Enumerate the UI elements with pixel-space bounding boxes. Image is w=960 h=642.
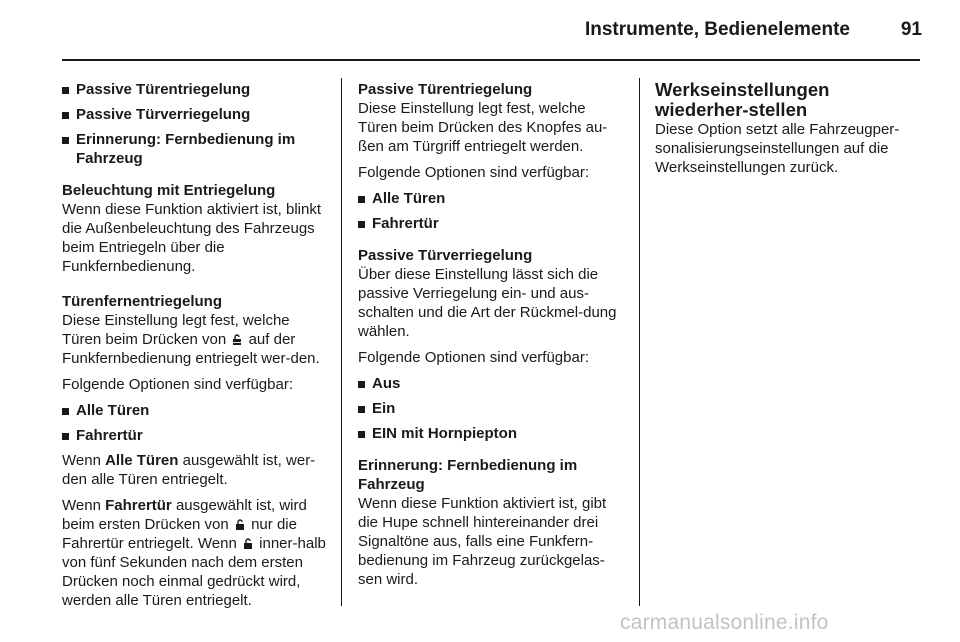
column-3 xyxy=(655,80,923,184)
section-heading-erinnerung: Erinnerung: Fernbedienung im Fahrzeug xyxy=(358,457,578,493)
text-segment: inner-halb von fünf Sekunden nach dem ersten Drücken noch einmal gedrückt wird, werden alle Türen entriegelt. xyxy=(62,535,326,609)
list-item: Aus xyxy=(358,374,626,393)
list-item: Fahrertür xyxy=(62,426,328,445)
page-number: 91 xyxy=(900,19,922,40)
options-list xyxy=(62,401,328,445)
options-intro: Folgende Optionen sind verfügbar: xyxy=(62,376,293,393)
list-item: Alle Türen xyxy=(62,401,328,420)
list-item: Ein xyxy=(358,399,626,418)
list-item: Erinnerung: Fernbedienung im Fahrzeug xyxy=(62,130,328,168)
list-item: EIN mit Hornpiepton xyxy=(358,424,626,443)
column-divider-1 xyxy=(341,78,342,606)
option-name: Alle Türen xyxy=(105,452,179,469)
text-segment: Wenn xyxy=(62,452,101,469)
text-segment: Wenn xyxy=(62,497,101,514)
column-divider-2 xyxy=(639,78,640,606)
unlock-icon xyxy=(243,538,253,549)
header-rule xyxy=(62,59,920,61)
section-heading-werkseinstellungen: Werkseinstellungen wiederher-stellen xyxy=(655,79,830,120)
option-name: Fahrertür xyxy=(105,497,172,514)
paragraph-alle-tueren xyxy=(62,451,328,489)
column-2 xyxy=(358,80,626,596)
text-segment: nur die Fahrertür entriegelt. Wenn xyxy=(62,516,297,552)
page-header-title: Instrumente, Bedienelemente xyxy=(584,19,850,40)
feature-bullet-list xyxy=(62,80,328,168)
text-segment: ausgewählt ist, wird beim ersten Drücken von xyxy=(62,497,307,533)
section-heading-beleuchtung: Beleuchtung mit Entriegelung xyxy=(62,182,276,199)
column-1 xyxy=(62,80,328,617)
section-text-werkseinstellungen: Diese Option setzt alle Fahrzeugper-sonalisierungseinstellungen auf die Werkseinstellungen zurück. xyxy=(655,121,900,176)
watermark: carmanualsonline.info xyxy=(620,611,829,634)
list-item: Alle Türen xyxy=(358,189,626,208)
section-text-passive-tuerverriegelung: Über diese Einstellung lässt sich die passive Verriegelung ein- und aus-schalten und die Art der Rückmel-dung wählen. xyxy=(358,266,617,340)
list-item: Fahrertür xyxy=(358,214,626,233)
section-heading-passive-tuerverriegelung: Passive Türverriegelung xyxy=(358,247,533,264)
paragraph-fahrertuer xyxy=(62,496,328,610)
options-intro: Folgende Optionen sind verfügbar: xyxy=(358,349,589,366)
unlock-icon xyxy=(232,334,242,345)
text-segment: ausgewählt ist, wer-den alle Türen entriegelt. xyxy=(62,452,316,488)
section-text-tuerenfernentriegelung xyxy=(62,311,328,368)
list-item: Passive Türentriegelung xyxy=(62,80,328,99)
options-list xyxy=(358,189,626,233)
list-item: Passive Türverriegelung xyxy=(62,105,328,124)
options-intro: Folgende Optionen sind verfügbar: xyxy=(358,164,589,181)
section-text-beleuchtung: Wenn diese Funktion aktiviert ist, blinkt die Außenbeleuchtung des Fahrzeugs beim Entriegeln über die Funkfernbedienung. xyxy=(62,201,322,275)
text-segment: auf der Funkfernbedienung entriegelt wer-den. xyxy=(62,331,320,367)
section-text-passive-tuerentriegelung: Diese Einstellung legt fest, welche Türen beim Drücken des Knopfes au-ßen am Türgriff entriegelt werden. xyxy=(358,100,608,155)
unlock-icon xyxy=(235,519,245,530)
section-heading-tuerenfernentriegelung: Türenfernentriegelung xyxy=(62,293,223,310)
section-text-erinnerung: Wenn diese Funktion aktiviert ist, gibt die Hupe schnell hintereinander drei Signaltöne aus, falls eine Funkfern-bedienung im Fahrzeug zurückgelas-sen wird. xyxy=(358,495,607,588)
options-list xyxy=(358,374,626,443)
text-segment: Diese Einstellung legt fest, welche Türen beim Drücken von xyxy=(62,312,290,348)
section-heading-passive-tuerentriegelung: Passive Türentriegelung xyxy=(358,81,533,98)
